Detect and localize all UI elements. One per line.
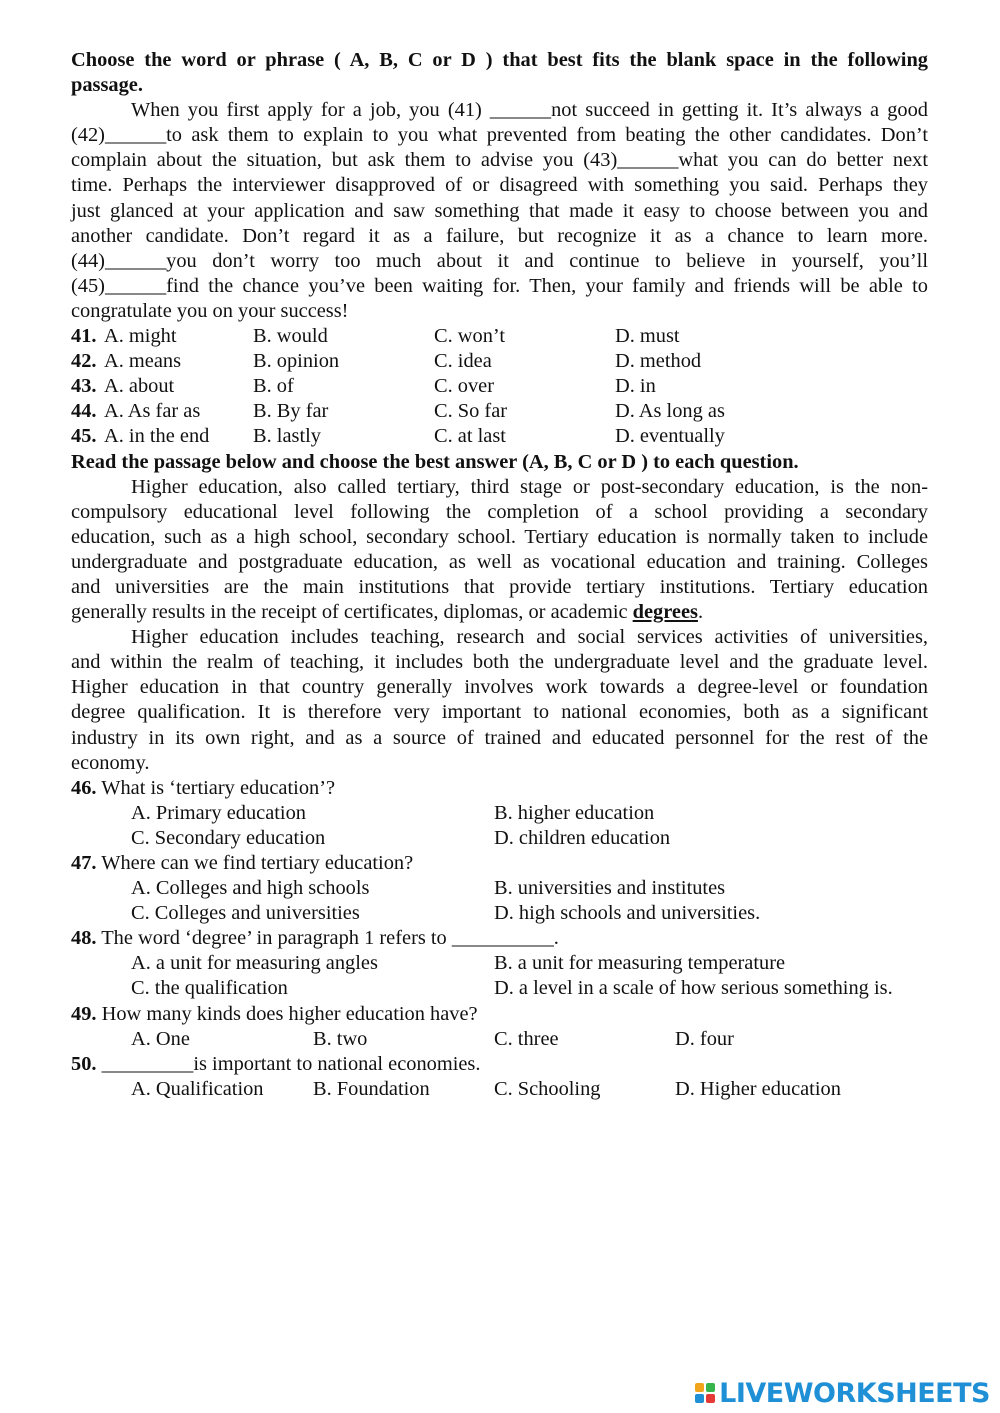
option-c[interactable]: C. Schooling [494, 1077, 601, 1100]
option-d[interactable]: D. must [615, 325, 680, 348]
question-number: 42. [71, 350, 97, 373]
paragraph-text: . [697, 601, 704, 624]
question-number: 43. [71, 375, 97, 398]
question-number: 45. [71, 425, 97, 448]
paragraph-line: and universities are the main institutions that provide tertiary institutions. Tertiary education [71, 575, 928, 598]
option-c[interactable]: C. idea [434, 350, 492, 373]
question-41 [71, 324, 928, 349]
paragraph-line: undergraduate and postgraduate education, as well as vocational education and training. Colleges [71, 550, 928, 573]
question-47-stem [71, 851, 928, 876]
option-c[interactable]: C. the qualification [131, 977, 288, 1000]
option-b[interactable]: B. opinion [253, 350, 340, 373]
paragraph-text: generally results in the receipt of certificates, diplomas, or academic [71, 601, 633, 624]
question-number: 46. [71, 776, 97, 799]
question-43 [71, 374, 928, 399]
passage-line: complain about the situation, but ask them to advise you (43)______what you can do better next [71, 149, 928, 172]
option-c[interactable]: C. won’t [434, 325, 505, 348]
question-text: The word ‘degree’ in paragraph 1 refers to __________. [96, 927, 559, 950]
question-50-stem [71, 1052, 928, 1077]
passage-line: (44)______you don’t worry too much about it and continue to believe in yourself, you’ll [71, 249, 928, 272]
logo-square-icon [706, 1383, 715, 1392]
option-b[interactable]: B. Foundation [313, 1077, 430, 1100]
question-49-options [71, 1027, 928, 1052]
question-number: 50. [71, 1052, 97, 1075]
option-c[interactable]: C. three [494, 1027, 559, 1050]
option-a[interactable]: A. means [104, 350, 182, 373]
question-number: 49. [71, 1002, 97, 1025]
logo-mark-icon [695, 1383, 715, 1403]
option-c[interactable]: C. Secondary education [131, 826, 326, 849]
question-46-options-row1 [71, 801, 928, 826]
option-b[interactable]: B. higher education [494, 801, 655, 824]
option-b[interactable]: B. of [253, 375, 294, 398]
option-a[interactable]: A. Qualification [131, 1077, 264, 1100]
cloze-passage [71, 98, 928, 324]
passage-line: (45)______find the chance you’ve been waiting for. Then, your family and friends will be able to [71, 274, 928, 297]
option-c[interactable]: C. So far [434, 400, 508, 423]
section2-instruction: Read the passage below and choose the best answer (A, B, C or D ) to each question. [71, 450, 799, 473]
option-b[interactable]: B. two [313, 1027, 368, 1050]
option-a[interactable]: A. might [104, 325, 177, 348]
paragraph-line: and within the realm of teaching, it includes both the undergraduate level and the graduate level. [71, 651, 928, 674]
question-text: What is ‘tertiary education’? [96, 776, 336, 799]
option-c[interactable]: C. Colleges and universities [131, 902, 360, 925]
option-a[interactable]: A. in the end [104, 425, 210, 448]
logo-square-icon [695, 1394, 704, 1403]
question-45 [71, 424, 928, 449]
question-number: 48. [71, 927, 97, 950]
question-46-stem [71, 776, 928, 801]
option-a[interactable]: A. Colleges and high schools [131, 877, 370, 900]
paragraph-line: industry in its own right, and as a source of trained and educated personnel for the rest of the [71, 726, 928, 749]
option-b[interactable]: B. a unit for measuring temperature [494, 952, 786, 975]
option-a[interactable]: A. Primary education [131, 801, 306, 824]
option-d[interactable]: D. high schools and universities. [494, 902, 761, 925]
paragraph-line: education, such as a high school, secondary school. Tertiary education is normally taken to include [71, 525, 928, 548]
question-47-options-row2 [71, 901, 928, 926]
question-50-options [71, 1077, 928, 1102]
liveworksheets-logo[interactable] [695, 1378, 990, 1408]
question-48-options-row1 [71, 951, 928, 976]
passage-line: congratulate you on your success! [71, 299, 349, 322]
logo-square-icon [695, 1383, 704, 1392]
option-a[interactable]: A. One [131, 1027, 190, 1050]
passage-line: When you first apply for a job, you (41) ______not succeed in getting it. It’s always a good [131, 99, 928, 122]
paragraph-line: economy. [71, 751, 150, 774]
section1-instruction-line2: passage. [71, 74, 143, 97]
reading-paragraph-1 [71, 475, 928, 626]
option-c[interactable]: C. at last [434, 425, 506, 448]
section1-instruction-line1: Choose the word or phrase ( A, B, C or D ) that best fits the blank space in the following [71, 49, 928, 71]
keyword-degrees: degrees [632, 601, 698, 624]
paragraph-line: Higher education, also called tertiary, third stage or post-secondary education, is the non- [131, 475, 928, 498]
paragraph-line: Higher education includes teaching, research and social services activities of universities, [131, 626, 928, 649]
option-d[interactable]: D. method [615, 350, 702, 373]
option-b[interactable]: B. lastly [253, 425, 321, 448]
option-d[interactable]: D. As long as [615, 400, 725, 423]
question-text: Where can we find tertiary education? [96, 852, 414, 874]
paragraph-line: Higher education in that country generally involves work towards a degree-level or foundation [71, 676, 928, 699]
question-49-stem [71, 1002, 928, 1027]
question-text: _________is important to national economies. [96, 1052, 481, 1075]
passage-line: another candidate. Don’t regard it as a failure, but recognize it as a chance to learn more. [71, 224, 928, 247]
option-b[interactable]: B. universities and institutes [494, 877, 726, 900]
option-c[interactable]: C. over [434, 375, 495, 398]
question-42 [71, 349, 928, 374]
passage-line: just glanced at your application and saw something that made it easy to choose between you and [71, 199, 928, 222]
option-d[interactable]: D. eventually [615, 425, 725, 448]
question-47-options-row1 [71, 876, 928, 901]
question-48-stem [71, 926, 928, 951]
logo-text: LIVEWORKSHEETS [719, 1377, 990, 1409]
reading-paragraph-2 [71, 625, 928, 776]
paragraph-line: compulsory educational level following the completion of a school providing a secondary [71, 500, 928, 523]
question-number: 41. [71, 325, 97, 348]
question-48-options-row2 [71, 976, 928, 1001]
option-a[interactable]: A. about [104, 375, 175, 398]
option-a[interactable]: A. As far as [104, 400, 201, 423]
worksheet-page [71, 48, 928, 1102]
logo-square-icon [706, 1394, 715, 1403]
question-number: 47. [71, 852, 97, 874]
question-number: 44. [71, 400, 97, 423]
passage-line: (42)______to ask them to explain to you what prevented from beating the other candidates. Don’t [71, 124, 928, 147]
option-d[interactable]: D. Higher education [675, 1077, 841, 1100]
question-44 [71, 399, 928, 424]
option-d[interactable]: D. four [675, 1027, 734, 1050]
option-d[interactable]: D. children education [494, 826, 671, 849]
option-b[interactable]: B. By far [253, 400, 329, 423]
paragraph-line [71, 600, 928, 625]
option-a[interactable]: A. a unit for measuring angles [131, 952, 378, 975]
question-text: How many kinds does higher education have? [96, 1002, 478, 1025]
cloze-questions [71, 324, 928, 449]
question-46-options-row2 [71, 826, 928, 851]
option-b[interactable]: B. would [253, 325, 328, 348]
option-d[interactable]: D. a level in a scale of how serious something is. [494, 977, 893, 1000]
passage-line: time. Perhaps the interviewer disapproved of or disagreed with something you said. Perhaps they [71, 174, 928, 197]
option-d[interactable]: D. in [615, 375, 656, 398]
paragraph-line: degree qualification. It is therefore very important to national economies, both as a significant [71, 701, 928, 724]
